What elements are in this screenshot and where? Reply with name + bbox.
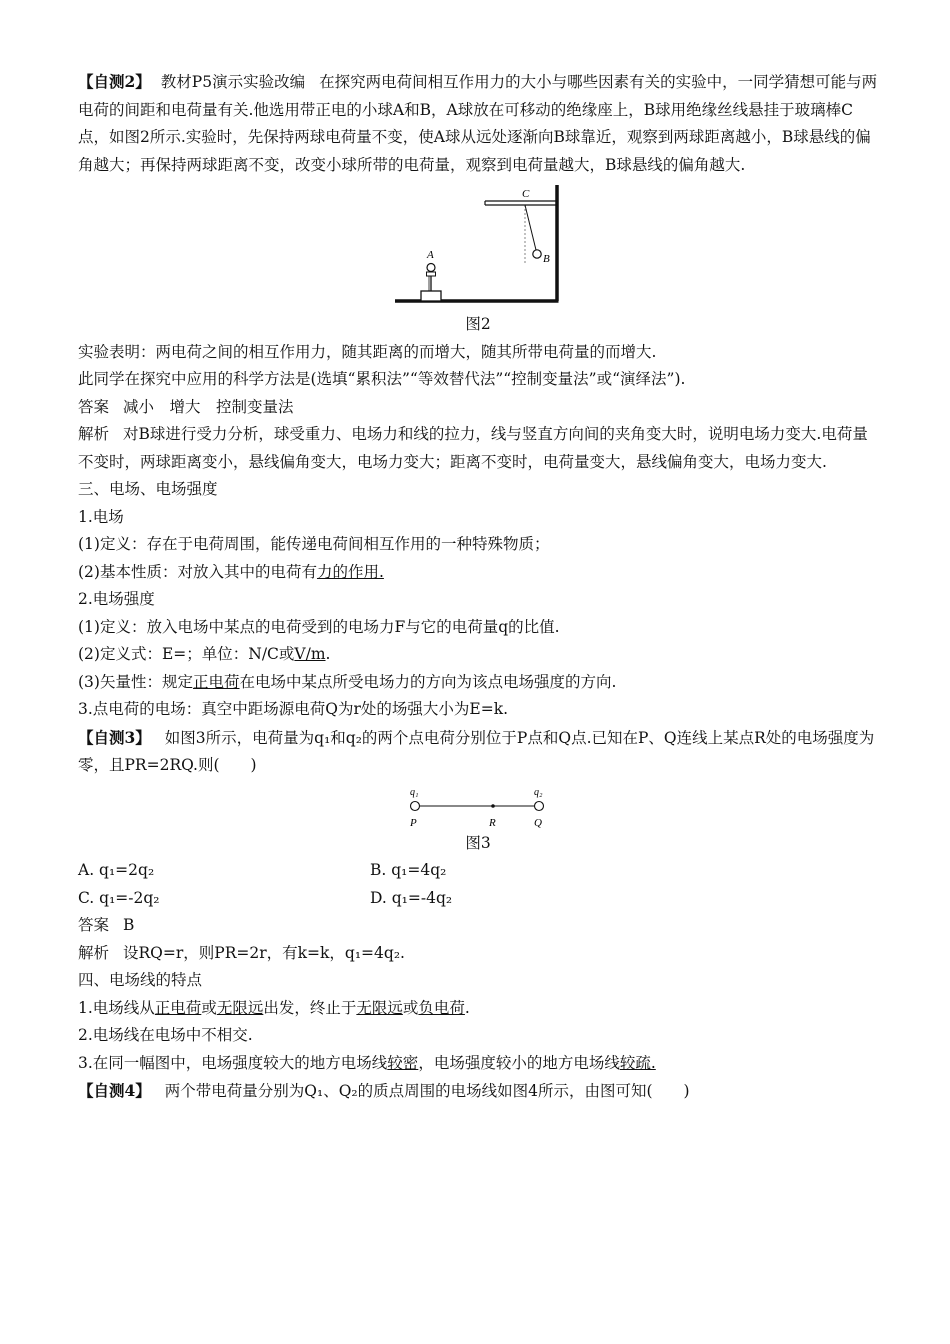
pendulum-diagram (393, 183, 563, 311)
figure-3 (78, 784, 878, 830)
option-b[interactable]: B. q₁=4q₂ (370, 861, 447, 879)
field-strength-formula: (2)定义式：E=；单位：N/C或V/m. (78, 645, 331, 663)
option-a[interactable]: A. q₁=2q₂ (78, 861, 155, 879)
blank-answer: 负电荷 (418, 998, 465, 1017)
section-3-heading: 三、电场、电场强度 (78, 480, 218, 498)
figure-3-caption: 图3 (465, 833, 491, 852)
answer-text: B (123, 916, 135, 934)
answer-2 (78, 394, 878, 422)
point-charge-field: 3.点电荷的电场：真空中距场源电荷Q为r处的场强大小为E=k. (78, 700, 509, 718)
option-d[interactable]: D. q₁=-4q₂ (370, 888, 453, 907)
analysis-2 (78, 421, 878, 476)
field-strength-title: 2.电场强度 (78, 590, 155, 608)
experiment-conclusion: 实验表明：两电荷之间的相互作用力，随其距离的而增大，随其所带电荷量的而增大. (78, 342, 657, 361)
blank-answer: 无限远 (216, 998, 264, 1017)
ball-b (533, 250, 541, 258)
question-text: 如图3所示，电荷量为q₁和q₂的两个点电荷分别位于P点和Q点.已知在P、Q连线上某点R处的电场强度为零，且PR=2RQ.则( ) (78, 728, 875, 774)
figure-2-caption: 图2 (465, 315, 491, 333)
blank-answer: 无限远 (356, 998, 403, 1017)
analysis-3 (78, 940, 878, 968)
point-r (491, 804, 495, 808)
question-tag: 【自测4】 (78, 1081, 151, 1100)
page-content (78, 68, 878, 1106)
point-charges-diagram (408, 784, 548, 830)
analysis-text: 对B球进行受力分析，球受重力、电场力和线的拉力，线与竖直方向间的夹角变大时，说明电场力变大.电荷量不变时，两球距离变小，悬线偏角变大，电场力变大；距离不变时，电荷量变大，悬线偏角变大，电场力变大. (78, 425, 868, 471)
label-q: Q (534, 816, 542, 829)
question-text: 两个带电荷量分别为Q₁、Q₂的质点周围的电场线如图4所示，由图可知( ) (164, 1082, 690, 1100)
label-a: A (427, 249, 434, 261)
section-4-heading: 四、电场线的特点 (78, 971, 203, 989)
question-source: 教材P5演示实验改编 (160, 73, 306, 91)
question-tag: 【自测2】 (78, 72, 151, 91)
blank-answer: 正电荷 (154, 998, 202, 1017)
blank-answer: V/m (294, 645, 326, 663)
answer-3 (78, 912, 878, 940)
answer-label: 答案 (78, 916, 110, 934)
charge-q1 (411, 801, 420, 810)
question-3 (78, 724, 878, 780)
insulated-base (421, 291, 441, 301)
blank-answer: 正电荷 (192, 672, 240, 691)
options-grid (78, 857, 878, 912)
blank-answer: 较疏. (619, 1053, 656, 1072)
silk-thread (525, 205, 536, 250)
label-c: C (522, 188, 530, 200)
analysis-text: 设RQ=r，则PR=2r，有k=k，q₁=4q₂. (123, 943, 405, 962)
answer-text: 减小 增大 控制变量法 (123, 397, 294, 416)
field-line-density: 3.在同一幅图中，电场强度较大的地方电场线较密，电场强度较小的地方电场线较疏. (78, 1053, 656, 1072)
field-line-origin: 1.电场线从正电荷或无限远出发，终止于无限远或负电荷. (78, 998, 470, 1017)
question-text: 在探究两电荷间相互作用力的大小与哪些因素有关的实验中，一同学猜想可能与两电荷的间距和电荷量有关.他选用带正电的小球A和B，A球放在可移动的绝缘座上，B球用绝缘丝线悬挂于玻璃棒C点，如图2所示.实验时，先保持两球电荷量不变，使A球从远处逐渐向B球靠近，观察到两球距离越小，B球悬线的偏角越大；再保持两球距离不变，改变小球所带的电荷量，观察到电荷量越大，B球悬线的偏角越大. (78, 73, 878, 174)
method-question: 此同学在探究中应用的科学方法是(选填“累积法”“等效替代法”“控制变量法”或“演绎法”). (78, 370, 686, 388)
option-c[interactable]: C. q₁=-2q₂ (78, 888, 160, 907)
question-2 (78, 68, 878, 179)
electric-field-title: 1.电场 (78, 507, 124, 526)
charge-q2 (535, 801, 544, 810)
answer-label: 答案 (78, 397, 110, 416)
label-q2: q₂ (534, 786, 543, 798)
electric-field-definition: (1)定义：存在于电荷周围，能传递电荷间相互作用的一种特殊物质； (78, 535, 550, 553)
blank-answer: 较密 (387, 1053, 419, 1072)
analysis-label: 解析 (78, 425, 110, 443)
field-strength-definition: (1)定义：放入电场中某点的电荷受到的电场力F与它的电荷量q的比值. (78, 617, 560, 636)
field-strength-vector: (3)矢量性：规定正电荷在电场中某点所受电场力的方向为该点电场强度的方向. (78, 672, 617, 691)
blank-answer: 力的作用. (316, 562, 384, 581)
ball-a (427, 264, 435, 272)
question-tag: 【自测3】 (78, 727, 151, 747)
label-r: R (489, 816, 496, 829)
question-4 (78, 1077, 878, 1106)
electric-field-property: (2)基本性质：对放入其中的电荷有力的作用. (78, 562, 384, 581)
label-p: P (410, 816, 417, 829)
figure-2 (78, 183, 878, 311)
field-line-no-cross: 2.电场线在电场中不相交. (78, 1026, 253, 1044)
label-q1: q₁ (410, 786, 419, 798)
analysis-label: 解析 (78, 943, 110, 962)
label-b: B (543, 253, 550, 265)
